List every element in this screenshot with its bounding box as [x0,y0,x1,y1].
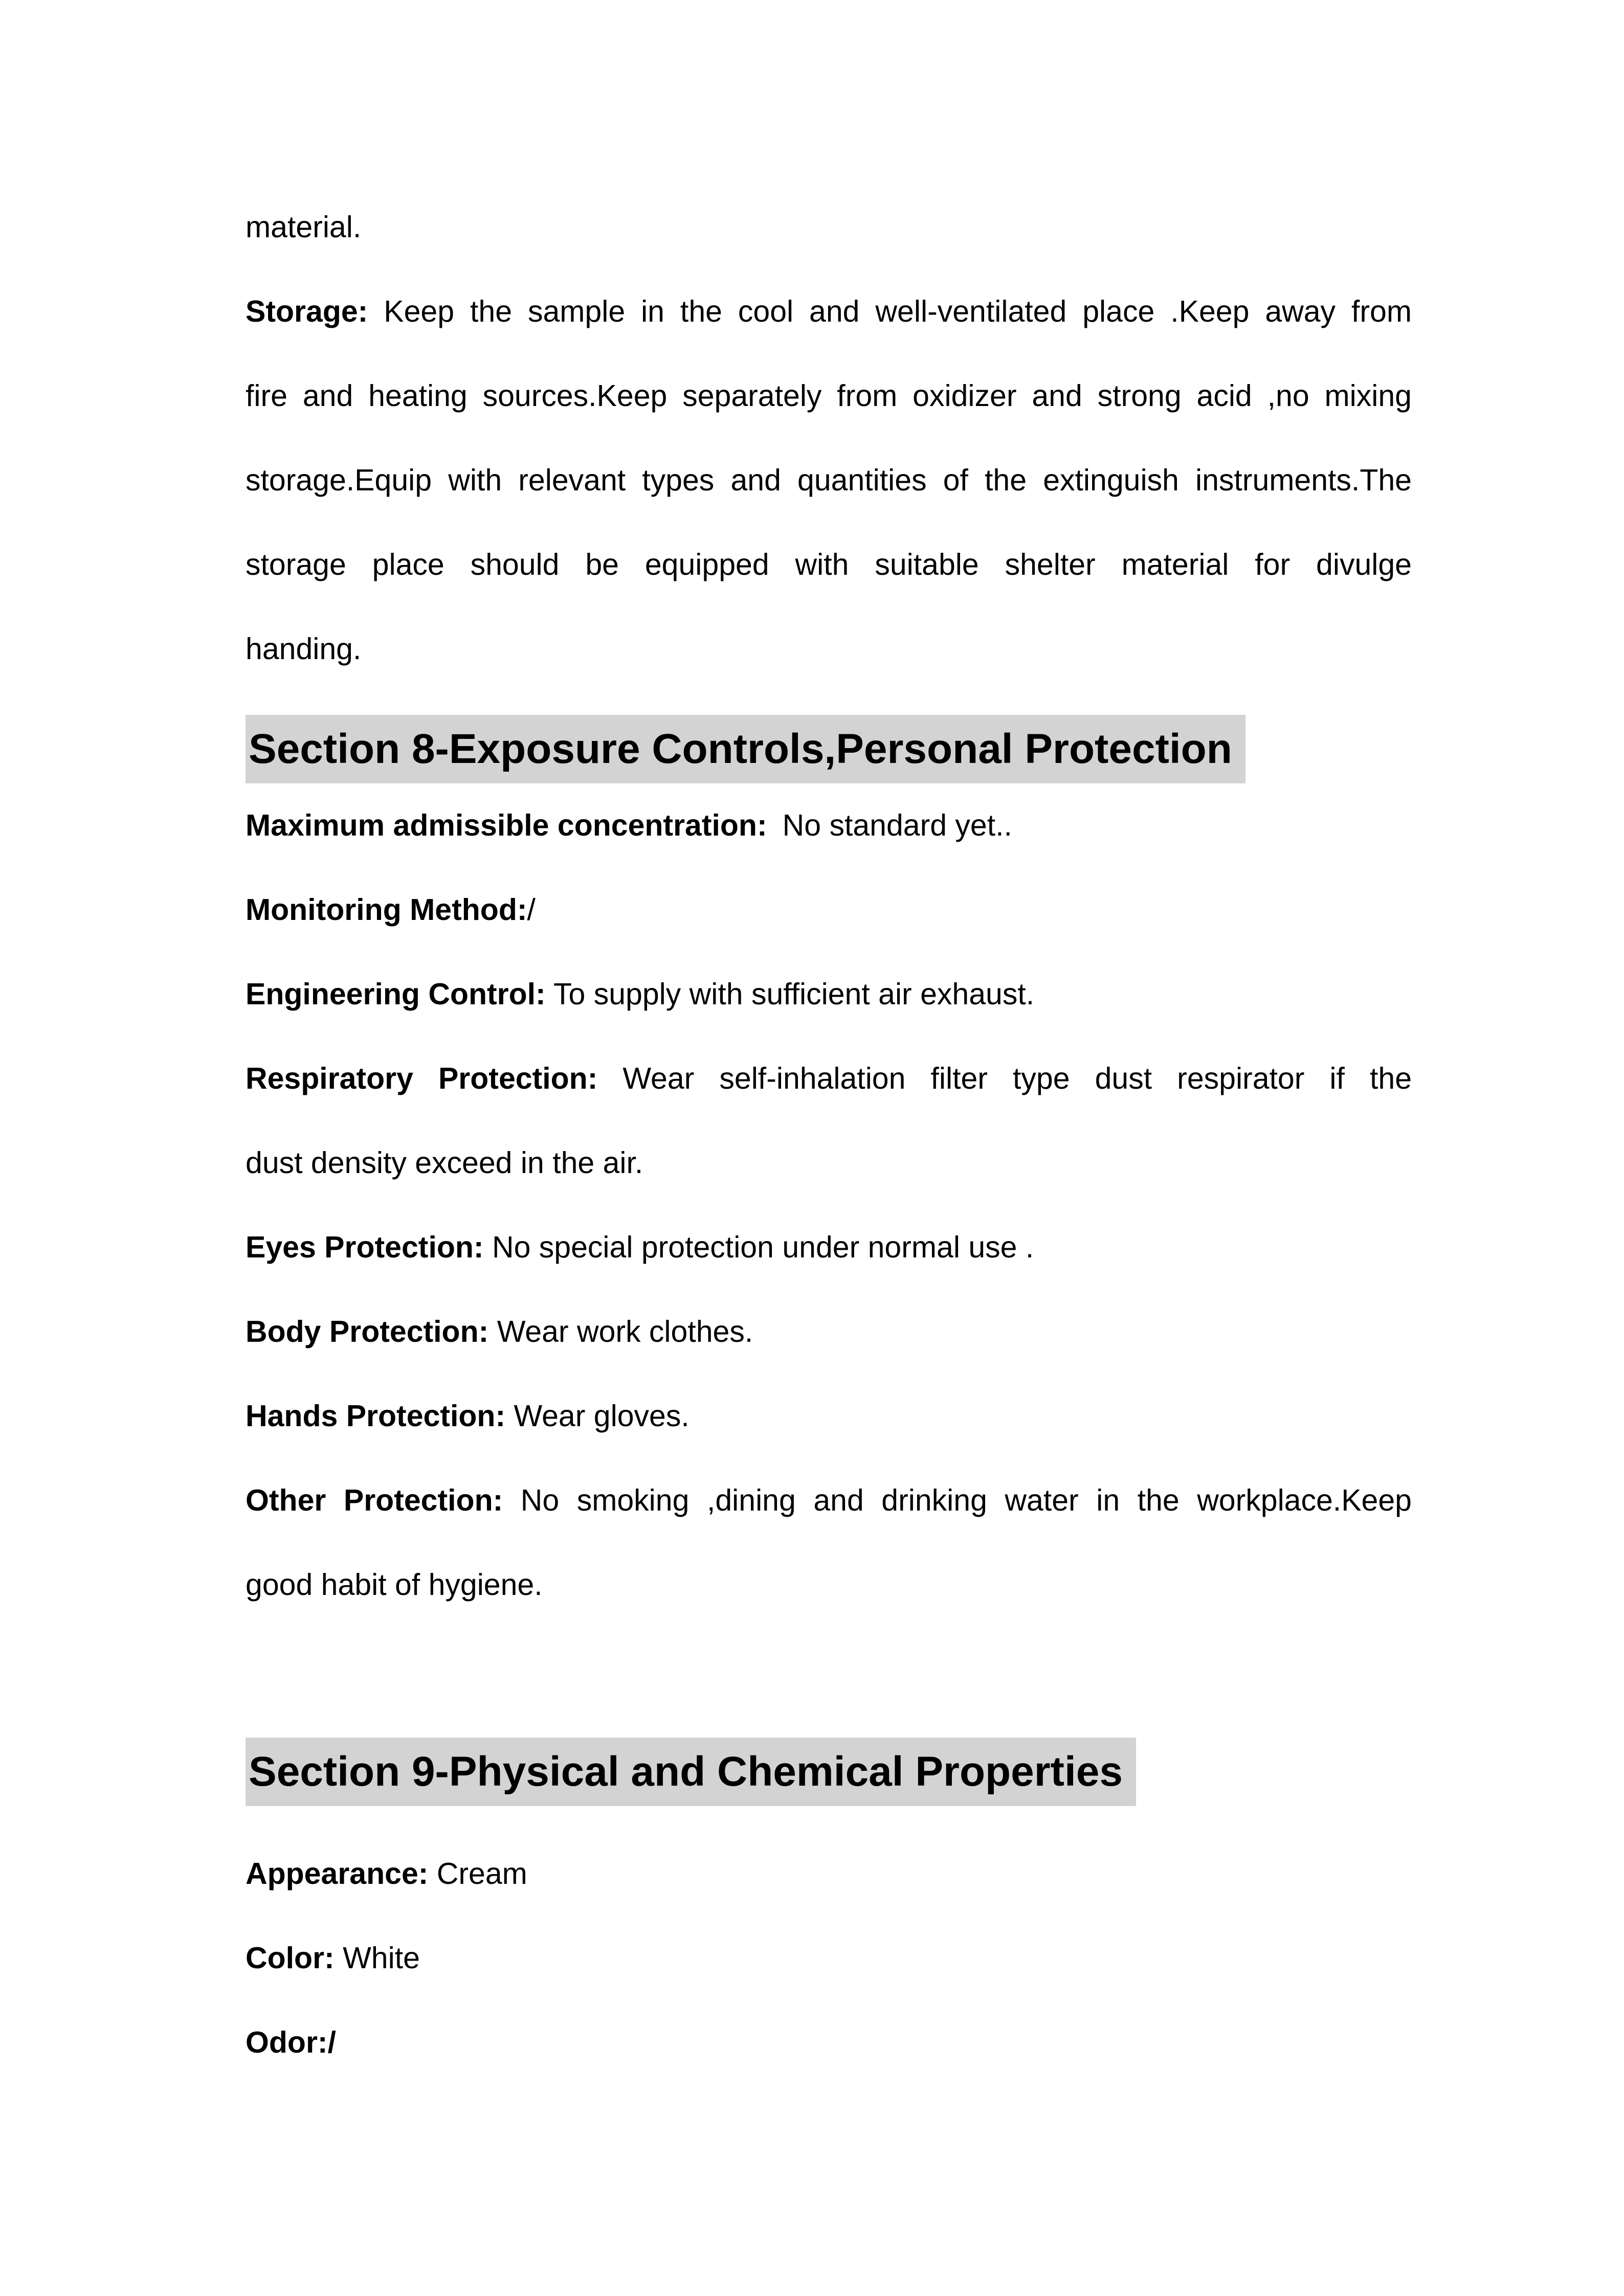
section8-heading: Section 8-Exposure Controls,Personal Protection [246,715,1245,783]
respiratory-line-1-text: Wear self-inhalation filter type dust respirator if the [597,1062,1412,1095]
respiratory-line-2: dust density exceed in the air. [246,1146,643,1180]
other-line-1-text: No smoking ,dining and drinking water in the workplace.Keep [503,1483,1412,1517]
engineering-label: Engineering Control: [246,977,546,1011]
color-label: Color: [246,1941,335,1975]
appearance-label: Appearance: [246,1857,429,1890]
appearance-value: Cream [428,1857,527,1890]
storage-line-3: storage.Equip with relevant types and quantities of the extinguish instruments.The [246,463,1412,497]
storage-label: Storage: [246,295,368,328]
respiratory-line-1 [246,1037,1412,1121]
paragraph-max-admissible [246,783,1412,868]
section9-heading: Section 9-Physical and Chemical Properties [246,1738,1136,1806]
intro-tail-line: material. [246,210,362,244]
max-admissible-label: Maximum admissible concentration: [246,808,767,842]
paragraph-hands [246,1374,1412,1458]
respiratory-label: Respiratory Protection: [246,1062,598,1095]
paragraph-intro-tail [246,185,1412,269]
paragraph-odor [246,2000,1412,2085]
storage-line-2: fire and heating sources.Keep separately from oxidizer and strong acid ,no mixing [246,379,1412,413]
paragraph-appearance [246,1832,1412,1916]
max-admissible-value: No standard yet.. [782,808,1012,842]
odor-label: Odor:/ [246,2025,336,2059]
paragraph-other [246,1458,1412,1627]
storage-line-1 [246,269,1412,354]
eyes-label: Eyes Protection: [246,1230,484,1264]
storage-line-1-text: Keep the sample in the cool and well-ventilated place .Keep away from [368,295,1412,328]
other-label: Other Protection: [246,1483,503,1517]
paragraph-eyes [246,1205,1412,1290]
storage-line-4: storage place should be equipped with suitable shelter material for divulge [246,548,1412,581]
paragraph-body-protection [246,1290,1412,1374]
hands-value: Wear gloves. [505,1399,689,1433]
section9-heading-row [246,1627,1412,1832]
section8-heading-row [246,691,1412,783]
engineering-value: To supply with sufficient air exhaust. [545,977,1035,1011]
page-content [246,185,1412,2085]
paragraph-storage [246,269,1412,691]
color-value: White [334,1941,420,1975]
monitoring-label: Monitoring Method: [246,893,527,927]
eyes-value: No special protection under normal use . [483,1230,1034,1264]
paragraph-engineering [246,952,1412,1037]
monitoring-value: / [527,893,536,927]
body-protection-value: Wear work clothes. [488,1315,753,1348]
storage-line-5: handing. [246,632,362,666]
paragraph-color [246,1916,1412,2000]
hands-label: Hands Protection: [246,1399,506,1433]
other-line-2: good habit of hygiene. [246,1568,543,1602]
paragraph-monitoring [246,868,1412,952]
body-protection-label: Body Protection: [246,1315,489,1348]
paragraph-respiratory [246,1037,1412,1205]
other-line-1 [246,1458,1412,1543]
